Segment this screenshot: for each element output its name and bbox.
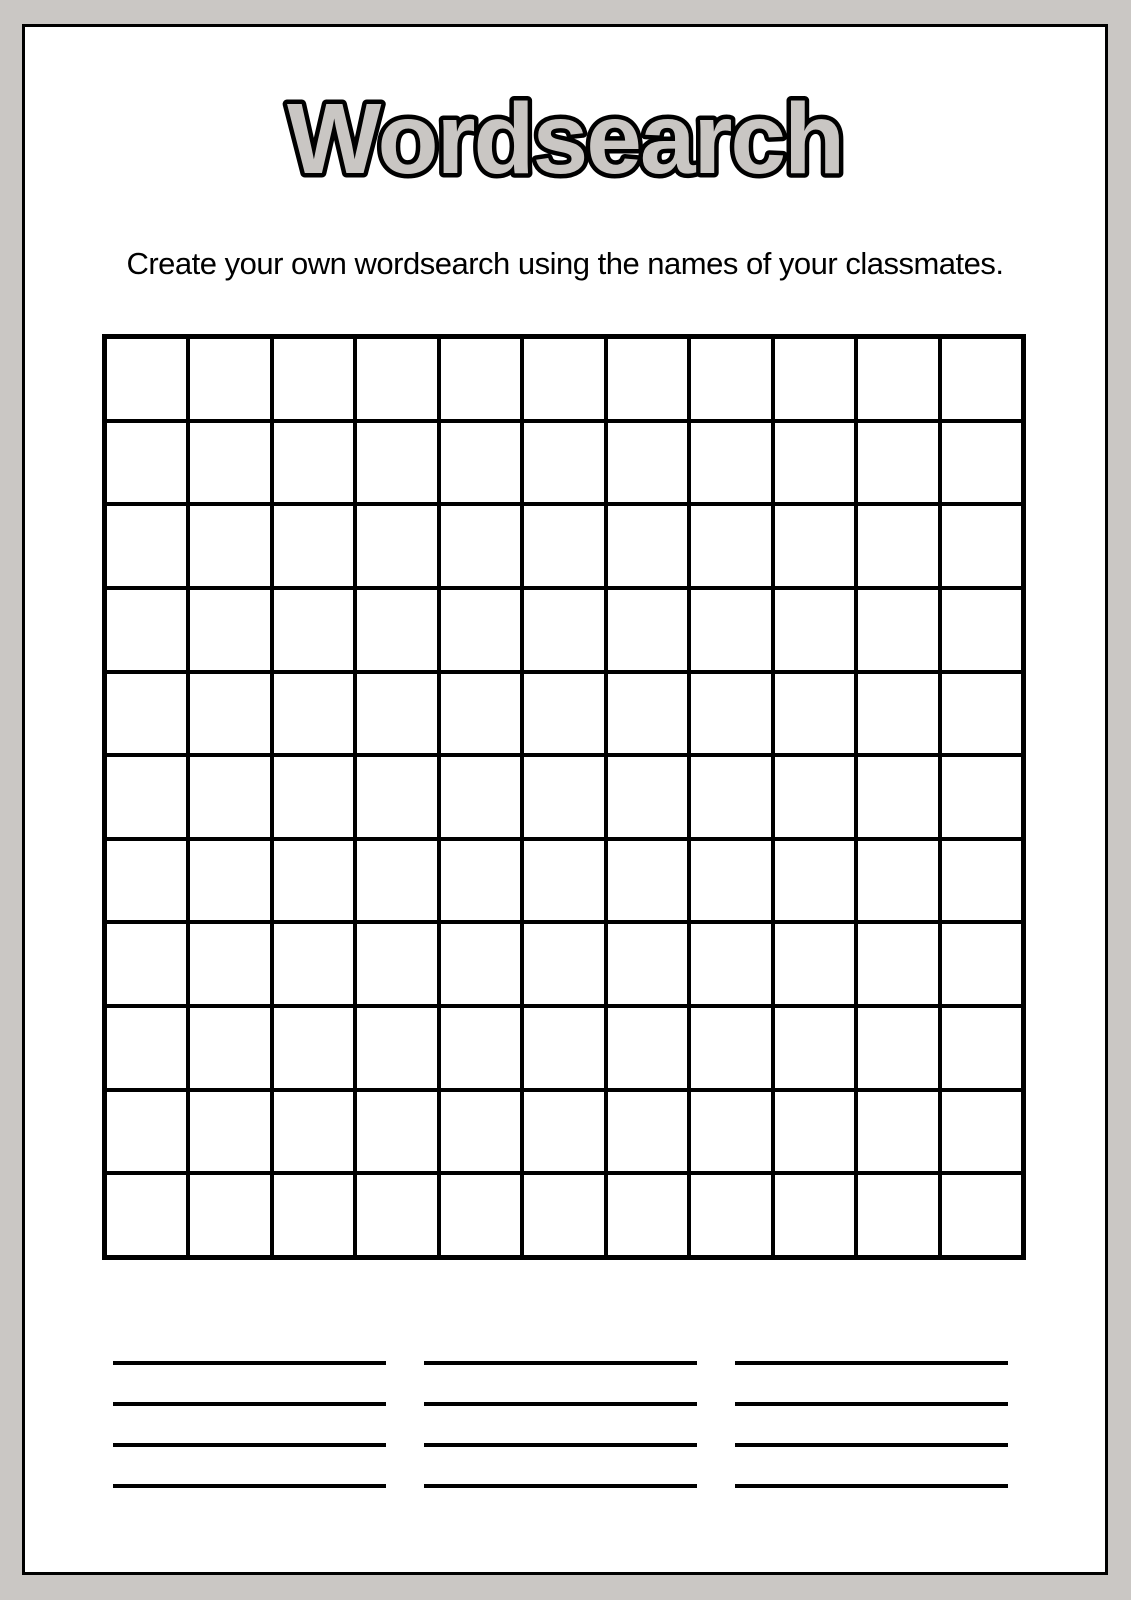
grid-cell[interactable]: [522, 337, 605, 421]
worksheet-title-text: Wordsearch: [286, 83, 844, 195]
grid-cell[interactable]: [689, 504, 772, 588]
grid-cell[interactable]: [856, 1006, 939, 1090]
grid-cell[interactable]: [856, 922, 939, 1006]
grid-cell[interactable]: [188, 1090, 271, 1174]
grid-cell[interactable]: [439, 1006, 522, 1090]
grid-cell[interactable]: [188, 672, 271, 756]
grid-cell[interactable]: [522, 1173, 605, 1257]
word-bank-column: [735, 1361, 1008, 1488]
grid-cell[interactable]: [105, 1090, 188, 1174]
grid-cell[interactable]: [773, 421, 856, 505]
grid-cell[interactable]: [105, 839, 188, 923]
grid-cell[interactable]: [439, 588, 522, 672]
grid-cell[interactable]: [773, 1090, 856, 1174]
grid-cell[interactable]: [105, 672, 188, 756]
grid-cell[interactable]: [355, 1006, 438, 1090]
grid-cell[interactable]: [105, 504, 188, 588]
word-line[interactable]: [735, 1443, 1008, 1447]
grid-cell[interactable]: [355, 504, 438, 588]
grid-cell[interactable]: [188, 337, 271, 421]
grid-cell[interactable]: [940, 337, 1023, 421]
grid-cell[interactable]: [439, 755, 522, 839]
grid-cell[interactable]: [522, 839, 605, 923]
grid-cell[interactable]: [272, 1173, 355, 1257]
grid-cell[interactable]: [522, 1090, 605, 1174]
word-line[interactable]: [735, 1484, 1008, 1488]
grid-cell[interactable]: [272, 421, 355, 505]
grid-cell[interactable]: [606, 1173, 689, 1257]
grid-cell[interactable]: [606, 922, 689, 1006]
grid-cell[interactable]: [522, 672, 605, 756]
grid-cell[interactable]: [188, 922, 271, 1006]
grid-cell[interactable]: [355, 755, 438, 839]
grid-cell[interactable]: [188, 1173, 271, 1257]
word-line[interactable]: [424, 1361, 697, 1365]
word-bank: [113, 1361, 1008, 1488]
grid-cell[interactable]: [940, 672, 1023, 756]
grid-cell[interactable]: [355, 922, 438, 1006]
grid-cell[interactable]: [355, 588, 438, 672]
grid-cell[interactable]: [606, 1006, 689, 1090]
grid-cell[interactable]: [439, 421, 522, 505]
grid-cell[interactable]: [105, 922, 188, 1006]
word-line[interactable]: [424, 1484, 697, 1488]
grid-cell[interactable]: [856, 1173, 939, 1257]
grid-cell[interactable]: [355, 672, 438, 756]
grid-cell[interactable]: [940, 1173, 1023, 1257]
grid-cell[interactable]: [940, 1090, 1023, 1174]
grid-cell[interactable]: [272, 755, 355, 839]
grid-cell[interactable]: [272, 839, 355, 923]
grid-cell[interactable]: [773, 1173, 856, 1257]
word-line[interactable]: [735, 1361, 1008, 1365]
grid-cell[interactable]: [105, 337, 188, 421]
grid-cell[interactable]: [439, 504, 522, 588]
grid-cell[interactable]: [940, 588, 1023, 672]
grid-cell[interactable]: [689, 672, 772, 756]
grid-cell[interactable]: [773, 1006, 856, 1090]
grid-cell[interactable]: [439, 672, 522, 756]
grid-cell[interactable]: [856, 672, 939, 756]
worksheet-page: [22, 24, 1108, 1575]
grid-cell[interactable]: [606, 504, 689, 588]
word-line[interactable]: [735, 1402, 1008, 1406]
worksheet-title: [215, 65, 915, 205]
grid-cell[interactable]: [272, 337, 355, 421]
word-line[interactable]: [113, 1484, 386, 1488]
grid-cell[interactable]: [856, 1090, 939, 1174]
grid-cell[interactable]: [689, 337, 772, 421]
word-line[interactable]: [424, 1402, 697, 1406]
grid-cell[interactable]: [606, 672, 689, 756]
grid-cell[interactable]: [773, 755, 856, 839]
grid-cell[interactable]: [689, 421, 772, 505]
grid-cell[interactable]: [105, 755, 188, 839]
grid-cell[interactable]: [940, 1006, 1023, 1090]
grid-cell[interactable]: [606, 839, 689, 923]
grid-cell[interactable]: [689, 1090, 772, 1174]
grid-cell[interactable]: [188, 755, 271, 839]
word-line[interactable]: [424, 1443, 697, 1447]
grid-cell[interactable]: [773, 672, 856, 756]
grid-cell[interactable]: [689, 1173, 772, 1257]
grid-cell[interactable]: [439, 922, 522, 1006]
grid-cell[interactable]: [856, 755, 939, 839]
grid-cell[interactable]: [272, 922, 355, 1006]
grid-cell[interactable]: [355, 1090, 438, 1174]
grid-cell[interactable]: [773, 839, 856, 923]
grid-cell[interactable]: [773, 922, 856, 1006]
grid-cell[interactable]: [272, 588, 355, 672]
grid-cell[interactable]: [689, 922, 772, 1006]
instruction-text: Create your own wordsearch using the names of your classmates.: [126, 246, 1004, 281]
grid-cell[interactable]: [689, 839, 772, 923]
grid-cell[interactable]: [105, 588, 188, 672]
grid-cell[interactable]: [272, 672, 355, 756]
grid-cell[interactable]: [606, 755, 689, 839]
grid-cell[interactable]: [606, 337, 689, 421]
grid-cell[interactable]: [940, 922, 1023, 1006]
grid-cell[interactable]: [689, 755, 772, 839]
grid-cell[interactable]: [856, 588, 939, 672]
grid-cell[interactable]: [522, 588, 605, 672]
grid-cell[interactable]: [355, 337, 438, 421]
grid-cell[interactable]: [439, 337, 522, 421]
grid-cell[interactable]: [522, 1006, 605, 1090]
grid-cell[interactable]: [522, 922, 605, 1006]
grid-cell[interactable]: [188, 421, 271, 505]
grid-cell[interactable]: [272, 504, 355, 588]
grid-cell[interactable]: [272, 1006, 355, 1090]
grid-cell[interactable]: [105, 1173, 188, 1257]
grid-cell[interactable]: [856, 421, 939, 505]
grid-cell[interactable]: [188, 588, 271, 672]
grid-cell[interactable]: [105, 1006, 188, 1090]
grid-cell[interactable]: [606, 1090, 689, 1174]
grid-cell[interactable]: [439, 1173, 522, 1257]
grid-cell[interactable]: [773, 504, 856, 588]
word-line[interactable]: [113, 1361, 386, 1365]
grid-cell[interactable]: [439, 1090, 522, 1174]
grid-cell[interactable]: [940, 421, 1023, 505]
grid-cell[interactable]: [940, 755, 1023, 839]
grid-cell[interactable]: [522, 755, 605, 839]
wordsearch-grid: [102, 334, 1026, 1260]
grid-cell[interactable]: [355, 839, 438, 923]
grid-cell[interactable]: [856, 839, 939, 923]
grid-cell[interactable]: [856, 337, 939, 421]
grid-cell[interactable]: [522, 421, 605, 505]
grid-cell[interactable]: [773, 588, 856, 672]
grid-cell[interactable]: [773, 337, 856, 421]
word-bank-column: [113, 1361, 386, 1488]
grid-cell[interactable]: [689, 1006, 772, 1090]
grid-cell[interactable]: [522, 504, 605, 588]
word-line[interactable]: [113, 1443, 386, 1447]
grid-cell[interactable]: [355, 1173, 438, 1257]
grid-cell[interactable]: [272, 1090, 355, 1174]
grid-cell[interactable]: [606, 588, 689, 672]
grid-cell[interactable]: [940, 839, 1023, 923]
grid-cell[interactable]: [689, 588, 772, 672]
word-bank-column: [424, 1361, 697, 1488]
grid-cell[interactable]: [188, 504, 271, 588]
grid-cell[interactable]: [856, 504, 939, 588]
grid-cell[interactable]: [105, 421, 188, 505]
grid-cell[interactable]: [940, 504, 1023, 588]
grid-cell[interactable]: [188, 839, 271, 923]
word-line[interactable]: [113, 1402, 386, 1406]
grid-cell[interactable]: [188, 1006, 271, 1090]
grid-cell[interactable]: [606, 421, 689, 505]
grid-cell[interactable]: [355, 421, 438, 505]
grid-cell[interactable]: [439, 839, 522, 923]
